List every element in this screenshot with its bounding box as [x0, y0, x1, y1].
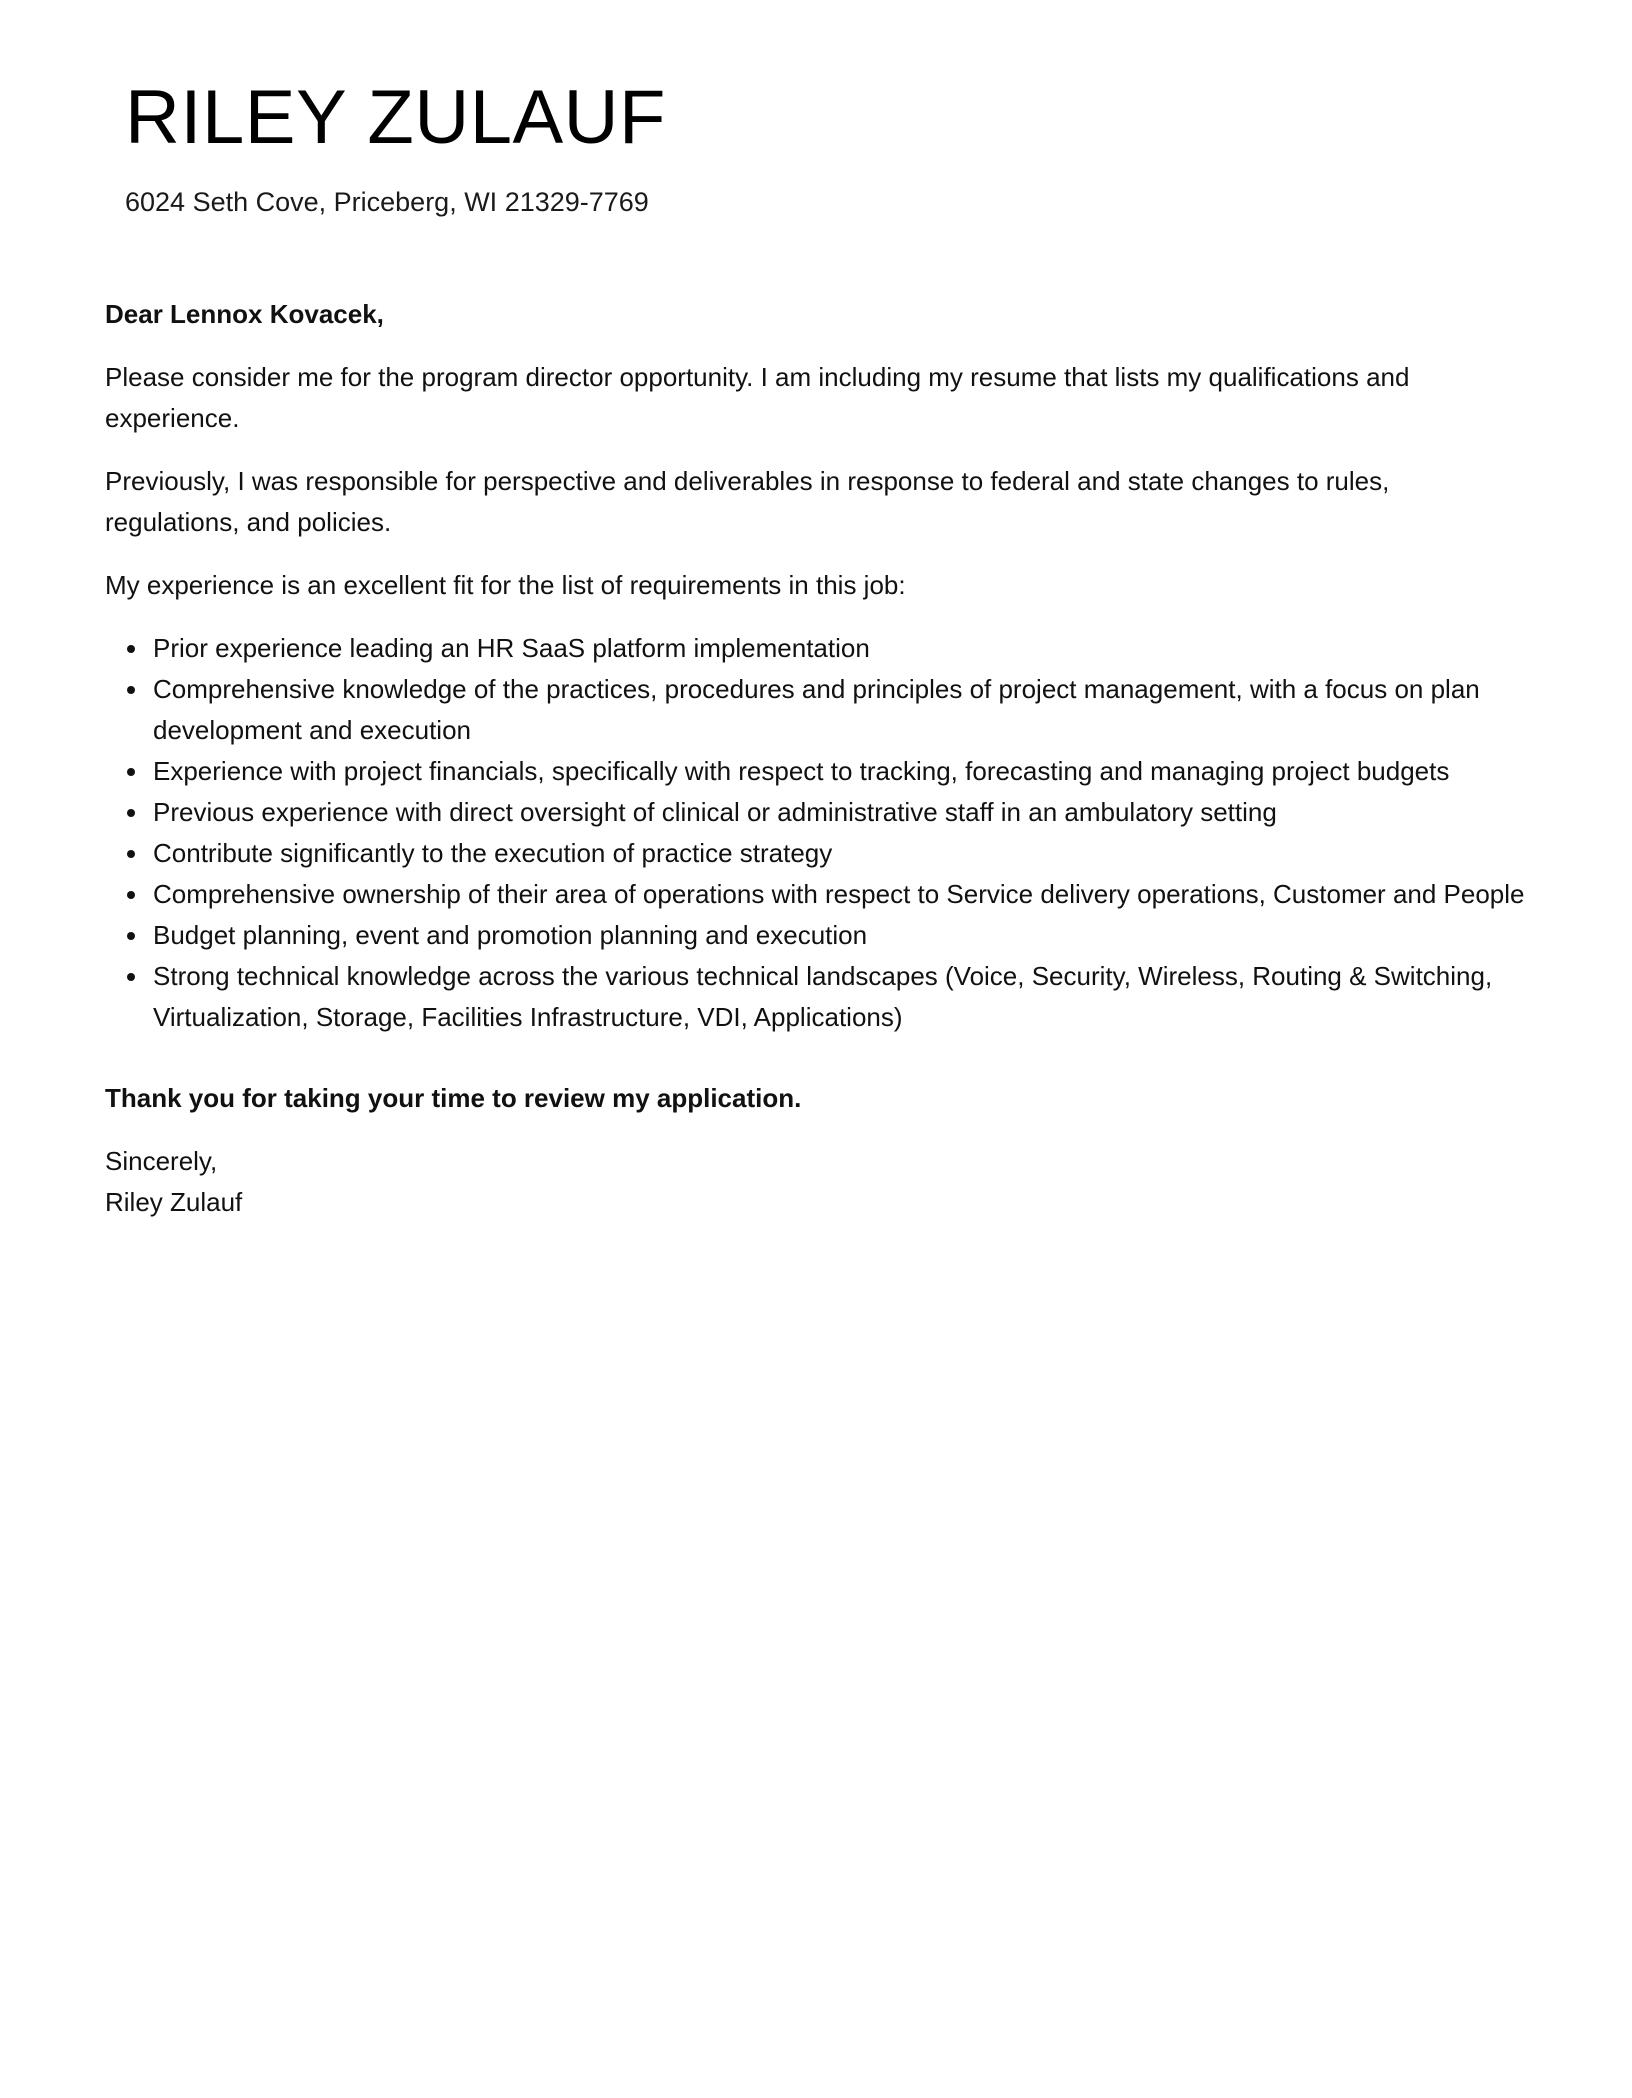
list-item: Previous experience with direct oversight of clinical or administrative staff in an ambulatory setting	[153, 792, 1525, 833]
list-item: Comprehensive knowledge of the practices, procedures and principles of project management, with a focus on plan development and execution	[153, 669, 1525, 751]
paragraph-intro: Please consider me for the program director opportunity. I am including my resume that lists my qualifications and experience.	[105, 362, 1410, 433]
list-item: Contribute significantly to the execution of practice strategy	[153, 833, 1525, 874]
applicant-name: RILEY ZULAUF	[125, 75, 666, 160]
thank-you-line: Thank you for taking your time to review my application.	[105, 1083, 802, 1113]
paragraph-requirements-intro: My experience is an excellent fit for the list of requirements in this job:	[105, 570, 906, 600]
letter-body	[105, 294, 1525, 1223]
signature-name: Riley Zulauf	[105, 1187, 243, 1217]
list-item: Experience with project financials, specifically with respect to tracking, forecasting and managing project budgets	[153, 751, 1525, 792]
applicant-address: 6024 Seth Cove, Priceberg, WI 21329-7769	[125, 187, 649, 217]
closing-block	[105, 1141, 1525, 1223]
requirements-list	[105, 628, 1525, 1038]
salutation: Dear Lennox Kovacek,	[105, 299, 384, 329]
paragraph-previous-experience: Previously, I was responsible for perspective and deliverables in response to federal and state changes to rules, regulations, and policies.	[105, 466, 1390, 537]
closing-phrase: Sincerely,	[105, 1146, 218, 1176]
list-item: Budget planning, event and promotion planning and execution	[153, 915, 1525, 956]
list-item: Prior experience leading an HR SaaS platform implementation	[153, 628, 1525, 669]
list-item: Strong technical knowledge across the various technical landscapes (Voice, Security, Wireless, Routing & Switching, Virtualization, Storage, Facilities Infrastructure, VDI, Applications)	[153, 956, 1525, 1038]
list-item: Comprehensive ownership of their area of operations with respect to Service delivery operations, Customer and People	[153, 874, 1525, 915]
letter-header	[105, 0, 1527, 220]
